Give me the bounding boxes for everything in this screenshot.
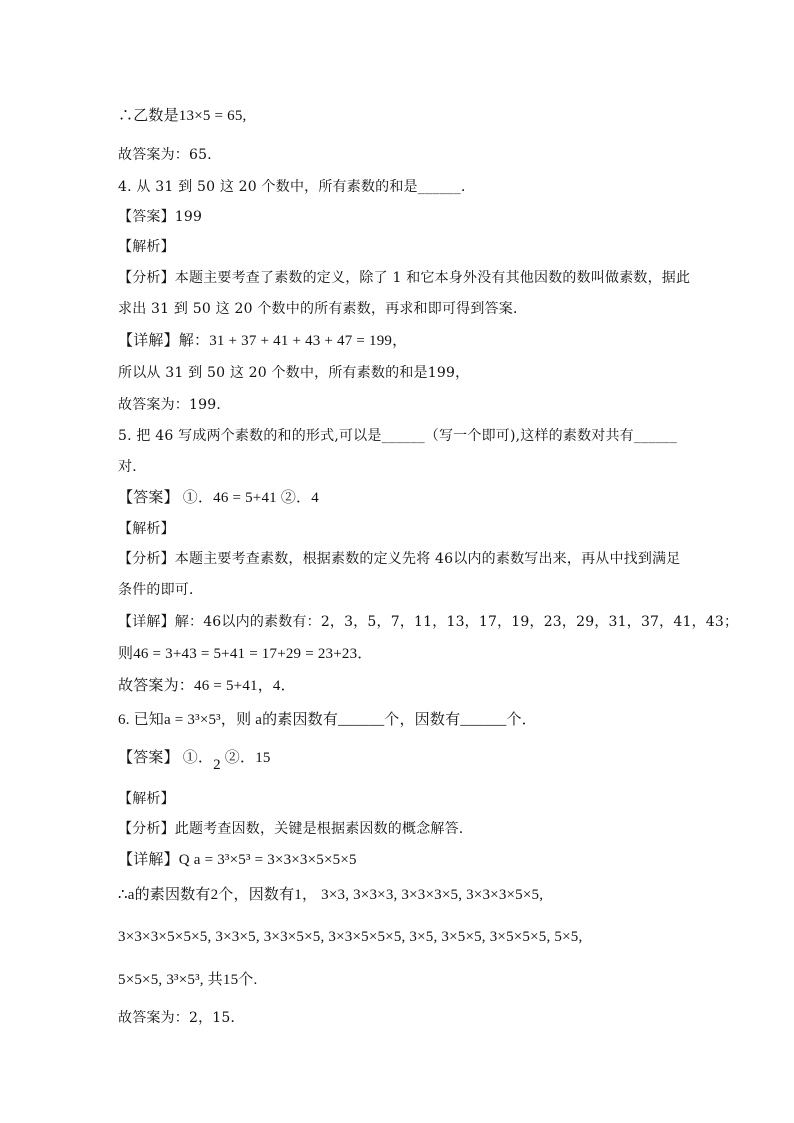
question-5b: 对． <box>118 459 147 475</box>
answer-final-5: 故答案为：46 = 5+41，4． <box>118 678 296 694</box>
detail-text-5a: 【详解】解：46以内的素数有：2，3，5，7，11，13，17，19，23，29，31，37，41，43； <box>118 614 739 630</box>
detail-text-4a: 【详解】解：31 + 37 + 41 + 43 + 47 = 199， <box>118 333 408 349</box>
question-4: 4. 从 31 到 50 这 20 个数中，所有素数的和是______． <box>118 179 476 195</box>
answer-6-part2: ②．15 <box>220 750 271 766</box>
detail-text-5b: 则46 = 3+43 = 5+41 = 17+29 = 23+23． <box>118 646 373 662</box>
detail-text-6b: ∴a的素因数有2个，因数有1， 3×3, 3×3×3, 3×3×3×5, 3×3×3×5×5, <box>118 887 544 903</box>
answer-6-value1: 2 <box>213 757 221 773</box>
analysis-text-4a: 【分析】本题主要考查了素数的定义，除了 1 和它本身外没有其他因数的数叫做素数，据此 <box>118 270 691 286</box>
question-5a: 5. 把 46 写成两个素数的和的形式,可以是______（写一个即可),这样的素数对共有______ <box>118 428 678 444</box>
detail-text-6c: 3×3×3×5×5×5, 3×3×5, 3×3×5×5, 3×3×5×5×5, 3×5, 3×5×5, 3×5×5×5, 5×5, <box>118 929 583 945</box>
detail-text-6a: 【详解】Q a = 3³×5³ = 3×3×3×5×5×5 <box>118 852 357 868</box>
detail-text-4b: 所以从 31 到 50 这 20 个数中，所有素数的和是199， <box>118 365 470 381</box>
answer-final-4: 故答案为：199． <box>118 397 231 413</box>
analysis-text-4b: 求出 31 到 50 这 20 个数中的所有素数，再求和即可得到答案． <box>118 301 528 317</box>
analysis-text-6: 【分析】此题考查因数，关键是根据素因数的概念解答. <box>118 821 464 837</box>
question-6: 6. 已知a = 3³×5³，则 a的素因数有______个，因数有______个． <box>118 712 537 728</box>
answer-label-4: 【答案】199 <box>118 209 203 225</box>
detail-text-6d: 5×5×5, 3³×5³, 共15个. <box>118 972 258 988</box>
analysis-text-5a: 【分析】本题主要考查素数，根据素数的定义先将 46以内的素数写出来，再从中找到满足 <box>118 551 681 567</box>
analysis-heading-5: 【解析】 <box>118 521 175 537</box>
analysis-heading-6: 【解析】 <box>118 791 175 807</box>
answer-final-6: 故答案为：2，15． <box>118 1010 245 1026</box>
text-line-2: 故答案为：65． <box>118 147 222 163</box>
answer-6-part1: 【答案】 ①． <box>118 750 214 766</box>
answer-label-6 <box>118 748 271 773</box>
text-line-1: ∴乙数是13×5 = 65, <box>118 108 247 124</box>
answer-label-5: 【答案】 ①．46 = 5+41 ②．4 <box>118 490 319 506</box>
analysis-text-5b: 条件的即可． <box>118 582 204 598</box>
analysis-heading-4: 【解析】 <box>118 239 175 255</box>
